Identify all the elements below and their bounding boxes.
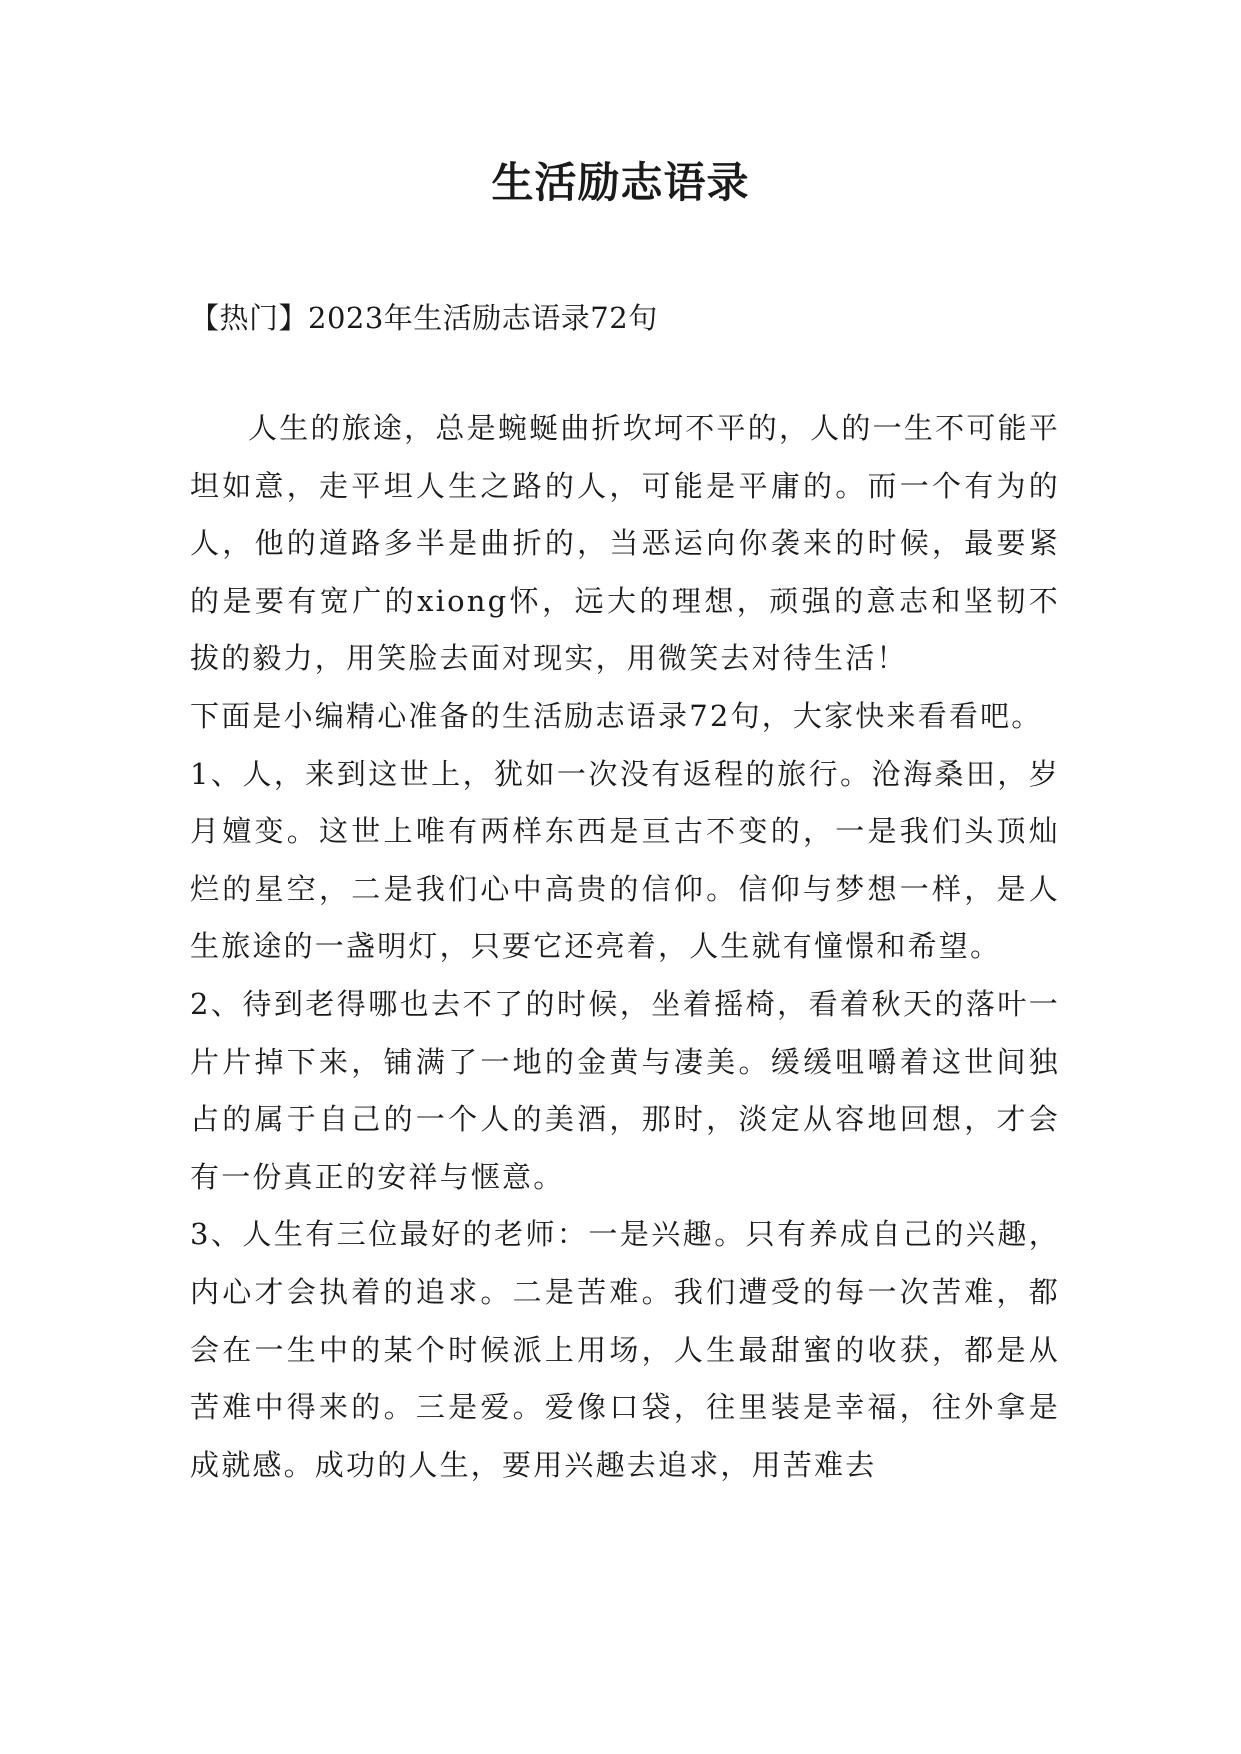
lead-in-paragraph: 下面是小编精心准备的生活励志语录72句，大家快来看看吧。 xyxy=(190,698,1043,733)
document-body xyxy=(190,400,1060,1494)
quote-item-2: 2、待到老得哪也去不了的时候，坐着摇椅，看着秋天的落叶一片片掉下来，铺满了一地的金黄与凄美。缓缓咀嚼着这世间独占的属于自己的一个人的美酒，那时，淡定从容地回想，才会有一份真正的安祥与惬意。 xyxy=(190,986,1060,1194)
document-title: 生活励志语录 xyxy=(491,158,750,207)
quote-item-3: 3、人生有三位最好的老师：一是兴趣。只有养成自己的兴趣，内心才会执着的追求。二是苦难。我们遭受的每一次苦难，都会在一生中的某个时候派上用场，人生最甜蜜的收获，都是从苦难中得来的。三是爱。爱像口袋，往里装是幸福，往外拿是成就感。成功的人生，要用兴趣去追求，用苦难去 xyxy=(190,1217,1060,1482)
document-subtitle: 【热门】2023年生活励志语录72句 xyxy=(190,301,658,335)
intro-paragraph: 人生的旅途，总是蜿蜒曲折坎坷不平的，人的一生不可能平坦如意，走平坦人生之路的人，可能是平庸的。而一个有为的人，他的道路多半是曲折的，当恶运向你袭来的时候，最要紧的是要有宽广的xiong怀，远大的理想，顽强的意志和坚韧不拔的毅力，用笑脸去面对现实，用微笑去对待生活！ xyxy=(190,411,1060,676)
quote-item-1: 1、人，来到这世上，犹如一次没有返程的旅行。沧海桑田，岁月嬗变。这世上唯有两样东西是亘古不变的，一是我们头顶灿烂的星空，二是我们心中高贵的信仰。信仰与梦想一样，是人生旅途的一盏明灯，只要它还亮着，人生就有憧憬和希望。 xyxy=(190,756,1060,964)
